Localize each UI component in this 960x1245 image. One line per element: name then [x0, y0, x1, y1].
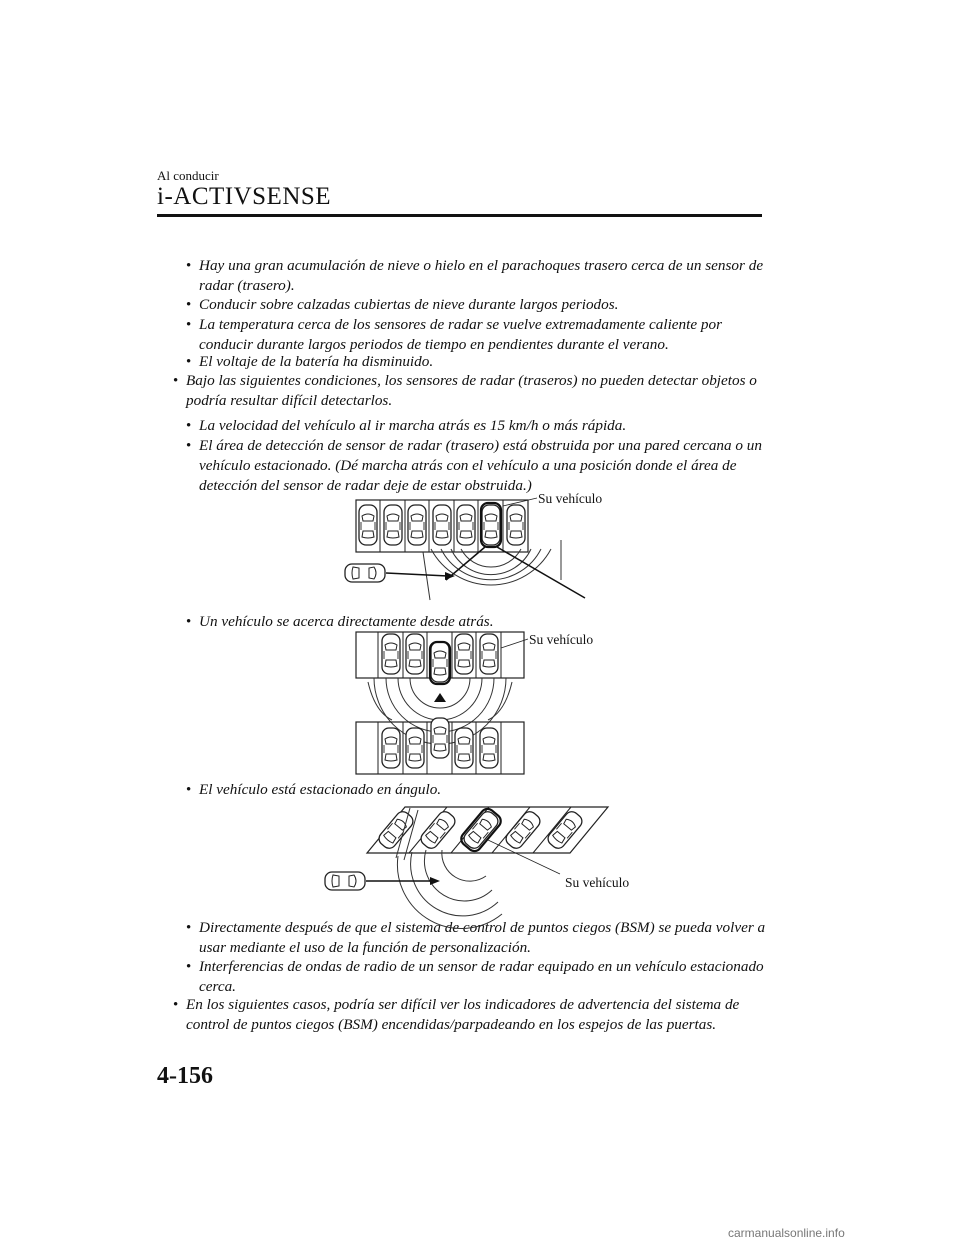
parked-car-icon — [457, 505, 475, 545]
approaching-car-icon — [431, 718, 449, 758]
bullet-obstructed: • El área de detección de sensor de radar (trasero) está obstruida por una pared cercana o un vehículo estacionado. (Dé marcha atrás con el vehículo a una posición donde el área de detección del sensor de radar deje de estar obstruida.) — [186, 437, 762, 494]
bullet-dot: • — [186, 438, 192, 454]
bullet-dot: • — [186, 614, 192, 630]
approaching-car-icon — [345, 564, 385, 582]
parked-car-icon — [384, 505, 402, 545]
parked-car-icon — [382, 634, 400, 674]
parked-car-icon — [503, 809, 543, 851]
figure2-diagram — [356, 632, 528, 774]
bullet-dot: • — [186, 782, 192, 798]
parked-car-icon — [359, 505, 377, 545]
bullet-approach-behind: • Un vehículo se acerca directamente desde atrás. — [186, 613, 494, 630]
section-title: i-ACTIVSENSE — [157, 183, 332, 210]
bullet-battery: • El voltaje de la batería ha disminuido. — [186, 353, 434, 370]
parked-car-icon — [455, 728, 473, 768]
parked-car-icon — [408, 505, 426, 545]
approaching-car-icon — [325, 872, 365, 890]
bullet-dot: • — [173, 997, 179, 1013]
bullet-dot: • — [186, 354, 192, 370]
main-bullet-conditions: • Bajo las siguientes condiciones, los sensores de radar (traseros) no pueden detectar objetos o podría resultar difícil detectarlos. — [173, 372, 757, 409]
bullet-dot: • — [186, 258, 192, 274]
parked-car-icon — [455, 634, 473, 674]
page-number: 4-156 — [157, 1063, 213, 1089]
parked-car-icon — [480, 634, 498, 674]
own-car-icon — [431, 642, 449, 682]
bullet-dot: • — [173, 373, 179, 389]
bullet-after-bsm: • Directamente después de que el sistema de control de puntos ciegos (BSM) se pueda volver a usar mediante el uso de la función de personalización. — [186, 919, 766, 956]
parked-car-icon — [382, 728, 400, 768]
bullet-temperature: • La temperatura cerca de los sensores de radar se vuelve extremadamente caliente por conducir durante largos periodos de tiempo en pendientes durante el verano. — [186, 316, 722, 353]
figure1-diagram — [345, 498, 585, 600]
figure3-diagram — [325, 806, 608, 928]
figure1-caption: Su vehículo — [538, 491, 603, 506]
section-label: Al conducir — [157, 168, 219, 183]
bullet-dot: • — [186, 317, 192, 333]
bullet-dot: • — [186, 297, 192, 313]
own-car-icon — [482, 505, 500, 545]
parked-car-icon — [418, 809, 458, 851]
parked-car-icon — [406, 634, 424, 674]
bullet-dot: • — [186, 920, 192, 936]
bullet-angle-parked: • El vehículo está estacionado en ángulo. — [186, 781, 442, 798]
parked-car-icon — [480, 728, 498, 768]
parked-car-icon — [507, 505, 525, 545]
bullet-dot: • — [186, 959, 192, 975]
parked-car-icon — [545, 809, 585, 851]
figure3-caption: Su vehículo — [565, 875, 630, 890]
figure2-caption: Su vehículo — [529, 632, 594, 647]
footer-watermark: carmanualsonline.info — [728, 1226, 845, 1240]
bullet-snow-bumper: • Hay una gran acumulación de nieve o hielo en el parachoques trasero cerca de un sensor de radar (trasero). — [186, 257, 764, 294]
bullet-dot: • — [186, 418, 192, 434]
bullet-speed: • La velocidad del vehículo al ir marcha atrás es 15 km/h o más rápida. — [186, 417, 627, 434]
parked-car-icon — [406, 728, 424, 768]
bullet-interference: • Interferencias de ondas de radio de un sensor de radar equipado en un vehículo estacionado cerca. — [186, 958, 764, 995]
parked-car-icon — [433, 505, 451, 545]
main-bullet-visibility: • En los siguientes casos, podría ser difícil ver los indicadores de advertencia del sistema de control de puntos ciegos (BSM) encendidas/parpadeando en los espejos de las puertas. — [173, 996, 740, 1033]
parked-car-icon — [376, 809, 416, 851]
bullet-snow-roads: • Conducir sobre calzadas cubiertas de nieve durante largos periodos. — [186, 296, 619, 313]
